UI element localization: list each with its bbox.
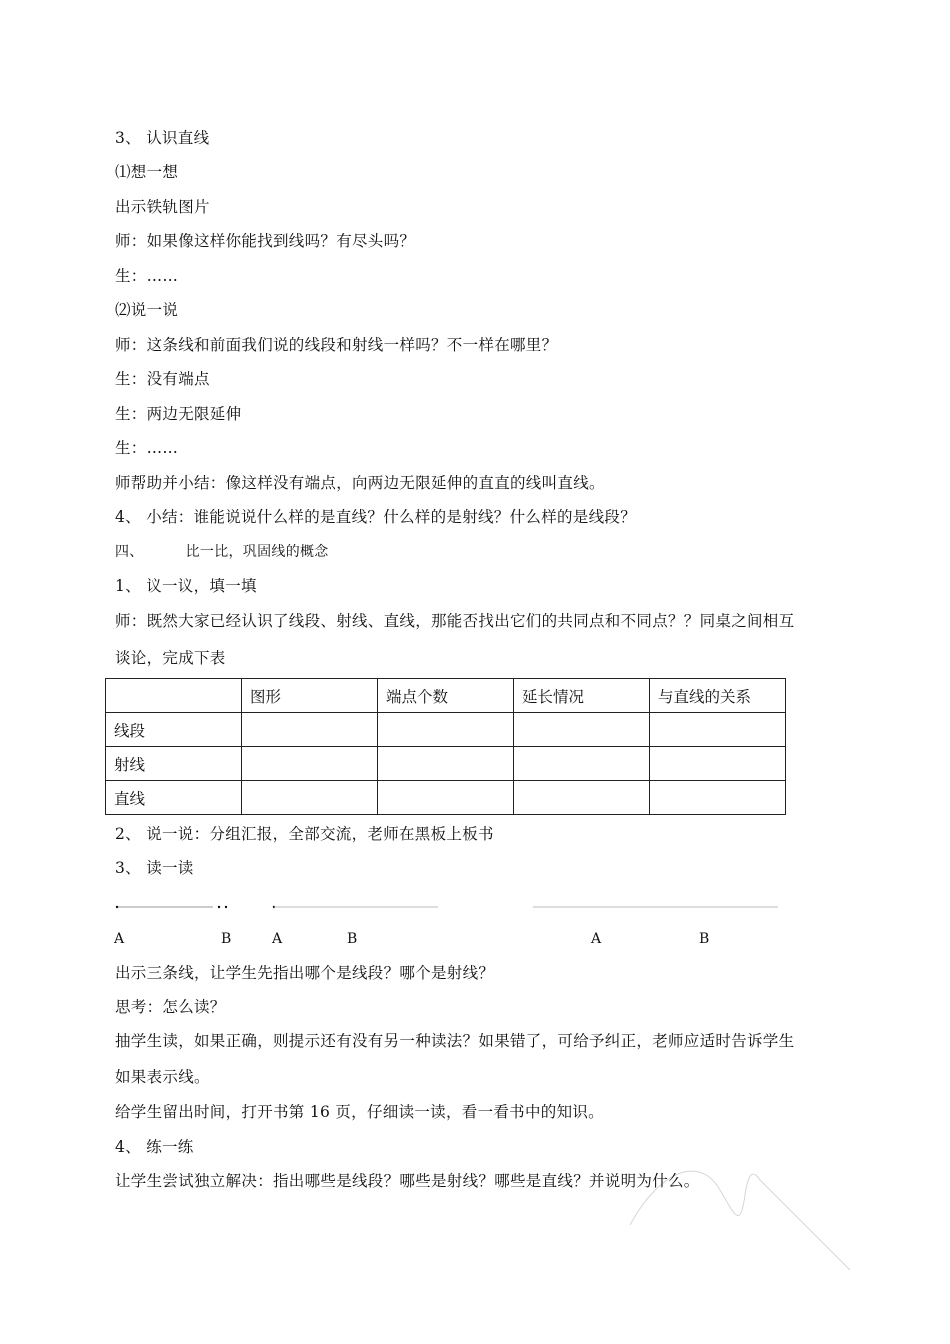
paragraph: 出示三条线，让学生先指出哪个是线段？哪个是射线？ bbox=[115, 964, 495, 982]
point-label: A bbox=[272, 931, 283, 947]
paragraph: 生：没有端点 bbox=[115, 370, 210, 388]
subheading-say: ⑵说一说 bbox=[115, 301, 179, 319]
paragraph: 师帮助并小结：像这样没有端点，向两边无限延伸的直直的线叫直线。 bbox=[115, 474, 605, 492]
paragraph: 思考：怎么读？ bbox=[115, 998, 226, 1016]
paragraph: 师：既然大家已经认识了线段、射线、直线，那能否找出它们的共同点和不同点？？同桌之间相互 bbox=[115, 612, 795, 630]
point-dot bbox=[225, 906, 227, 908]
paragraph: 出示铁轨图片 bbox=[115, 198, 210, 216]
paragraph: 生：两边无限延伸 bbox=[115, 405, 242, 423]
heading-practice: 4、 练一练 bbox=[115, 1138, 194, 1156]
paragraph: 谈论，完成下表 bbox=[115, 649, 226, 667]
table-header-cell: 与直线的关系 bbox=[650, 679, 786, 713]
table-header-cell: 图形 bbox=[242, 679, 378, 713]
heading-recognize-line: 3、 认识直线 bbox=[115, 129, 210, 147]
paragraph: 让学生尝试独立解决：指出哪些是线段？哪些是射线？哪些是直线？并说明为什么。 bbox=[115, 1172, 700, 1190]
table-header-cell: 端点个数 bbox=[378, 679, 514, 713]
heading-summary: 4、 小结：谁能说说什么样的是直线？什么样的是射线？什么样的是线段？ bbox=[115, 508, 636, 526]
ray-ab-figure bbox=[273, 906, 438, 908]
heading-say: 2、 说一说：分组汇报，全部交流，老师在黑板上板书 bbox=[115, 825, 494, 843]
paragraph: 给学生留出时间，打开书第 16 页，仔细读一读，看一看书中的知识。 bbox=[115, 1103, 604, 1121]
paragraph: 生：…… bbox=[115, 267, 179, 285]
heading-read: 3、 读一读 bbox=[115, 859, 194, 877]
paragraph: 抽学生读，如果正确，则提示还有没有另一种读法？如果错了，可给予纠正，老师应适时告诉学生 bbox=[115, 1032, 795, 1050]
table-cell: 射线 bbox=[106, 747, 242, 781]
point-dot bbox=[218, 906, 220, 908]
paragraph: 生：…… bbox=[115, 439, 179, 457]
table-cell: 直线 bbox=[106, 781, 242, 815]
heading-discuss-fill: 1、 议一议，填一填 bbox=[115, 577, 257, 595]
point-label: A bbox=[114, 931, 125, 947]
paragraph: 师：这条线和前面我们说的线段和射线一样吗？不一样在哪里？ bbox=[115, 336, 558, 354]
table-cell: 线段 bbox=[106, 713, 242, 747]
point-label: B bbox=[221, 931, 232, 947]
section-title: 比一比，巩固线的概念 bbox=[185, 544, 329, 560]
point-dot bbox=[116, 906, 118, 908]
point-label: B bbox=[699, 931, 710, 947]
section-number: 四、 bbox=[115, 544, 144, 560]
table-header-cell: 延长情况 bbox=[514, 679, 650, 713]
point-label: A bbox=[591, 931, 602, 947]
paragraph: 如果表示线。 bbox=[115, 1068, 210, 1086]
segment-ab-figure bbox=[116, 906, 227, 908]
subheading-think: ⑴想一想 bbox=[115, 163, 179, 181]
point-label: B bbox=[347, 931, 358, 947]
paragraph: 师：如果像这样你能找到线吗？有尽头吗？ bbox=[115, 232, 416, 250]
